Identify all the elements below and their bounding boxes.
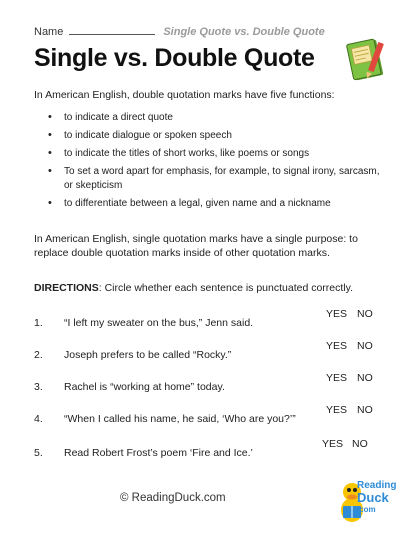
directions-label: DIRECTIONS bbox=[34, 282, 99, 294]
no-option[interactable]: NO bbox=[357, 404, 373, 416]
question-row bbox=[34, 340, 394, 370]
yes-option[interactable]: YES bbox=[322, 438, 344, 450]
directions-text: : Circle whether each sentence is punctuated correctly. bbox=[98, 282, 354, 294]
question-number: 2. bbox=[34, 349, 43, 361]
question-number: 4. bbox=[34, 413, 43, 425]
worksheet-subtitle: Single Quote vs. Double Quote bbox=[163, 26, 325, 38]
question-number: 5. bbox=[34, 447, 43, 459]
question-row bbox=[34, 308, 394, 338]
question-text: “I left my sweater on the bus,” Jenn said. bbox=[64, 317, 254, 329]
question-row bbox=[34, 438, 394, 468]
book-icon bbox=[342, 36, 390, 84]
question-row bbox=[34, 372, 394, 402]
functions-list bbox=[34, 111, 384, 215]
no-option[interactable]: NO bbox=[357, 372, 373, 384]
logo-text-line2: Duck bbox=[357, 490, 389, 505]
name-label: Name bbox=[34, 26, 64, 38]
copyright-footer: © ReadingDuck.com bbox=[120, 492, 226, 504]
yes-option[interactable]: YES bbox=[326, 404, 348, 416]
no-option[interactable]: NO bbox=[357, 340, 373, 352]
name-blank-line bbox=[69, 24, 155, 35]
no-option[interactable]: NO bbox=[357, 308, 373, 320]
function-item: • to indicate a direct quote bbox=[34, 111, 384, 125]
directions bbox=[34, 282, 353, 294]
question-number: 3. bbox=[34, 381, 43, 393]
yes-option[interactable]: YES bbox=[326, 372, 348, 384]
logo-text bbox=[357, 480, 396, 515]
question-number: 1. bbox=[34, 317, 43, 329]
question-text: Rachel is “working at home” today. bbox=[64, 381, 225, 393]
function-item: • to indicate dialogue or spoken speech bbox=[34, 129, 384, 143]
question-text: “When I called his name, he said, ‘Who are you?’” bbox=[64, 413, 296, 425]
question-row bbox=[34, 404, 394, 434]
function-item: • to indicate the titles of short works, like poems or songs bbox=[34, 147, 384, 161]
single-quote-paragraph: In American English, single quotation marks have a single purpose: to replace double quotation marks inside of other quotation marks. bbox=[34, 233, 358, 259]
yes-option[interactable]: YES bbox=[326, 340, 348, 352]
logo-text-line1: Reading bbox=[357, 480, 397, 491]
intro-paragraph: In American English, double quotation marks have five functions: bbox=[34, 89, 335, 101]
page-title: Single vs. Double Quote bbox=[34, 44, 315, 72]
yes-option[interactable]: YES bbox=[326, 308, 348, 320]
function-item: • to differentiate between a legal, given name and a nickname bbox=[34, 197, 384, 211]
no-option[interactable]: NO bbox=[352, 438, 368, 450]
name-row bbox=[34, 24, 325, 38]
question-text: Read Robert Frost’s poem ‘Fire and Ice.’ bbox=[64, 447, 253, 459]
logo-text-line3: .com bbox=[357, 505, 376, 514]
question-text: Joseph prefers to be called “Rocky.” bbox=[64, 349, 232, 361]
function-item: • To set a word apart for emphasis, for example, to signal irony, sarcasm, or skepticism bbox=[34, 165, 384, 192]
